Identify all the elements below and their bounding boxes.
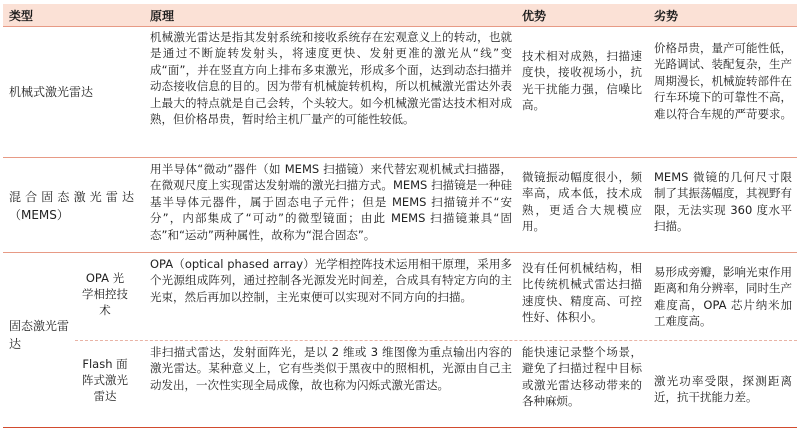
row-flash-disadvantage: 激光功率受限，探测距离近，抗干扰能力差。 bbox=[654, 374, 792, 405]
header-bottom-rule bbox=[3, 26, 797, 27]
row-mechanical-principle: 机械激光雷达是指其发射系统和接收系统存在宏观意义上的转动，也就是通过不断旋转发射头，将速度更快、发射更准的激光从“线”变成“面”，并在竖直方向上排布多束激光，形成多个面，达到动态扫描并动态接收信息的目的。因为带有机械旋转机构，所以机械激光雷达外表上最大的特点就是自己会转，个头较大。如今机械激光雷达技术相对成熟，但价格昂贵，暂时给主机厂量产的可能性较低。 bbox=[150, 30, 512, 127]
row-opa-principle: OPA（optical phased array）光学相控阵技术运用相干原理，采用多个光源组成阵列，通过控制各光源发光时间差，合成具有特定方向的主光束，然后再加以控制，主光束便可以实现对不同方向的扫描。 bbox=[150, 257, 512, 304]
header-type: 类型 bbox=[9, 9, 34, 23]
row-flash-principle: 非扫描式雷达，发射面阵光，是以 2 维或 3 维图像为重点输出内容的激光雷达。某种意义上，它有些类似于黑夜中的照相机，光源由自己主动发出，一次性实现全局成像，故也称为闪烁式激光雷达。 bbox=[150, 345, 512, 392]
row-mechanical-disadvantage: 价格昂贵，量产可能性低，光路调试、装配复杂，生产周期漫长，机械旋转部件在行车环境下的可靠性不高，难以符合车规的严苛要求。 bbox=[654, 41, 792, 121]
header-advantage: 优势 bbox=[522, 9, 547, 23]
row-mems-type: 混合固态激光雷达（MEMS） bbox=[9, 190, 134, 222]
table-bottom-rule bbox=[3, 427, 797, 428]
row3-bottom-rule bbox=[75, 340, 797, 341]
row2-bottom-rule bbox=[3, 252, 797, 253]
row1-bottom-rule bbox=[3, 157, 797, 158]
row-mechanical-advantage: 技术相对成熟，扫描速度快，接收视场小，抗光干扰能力强，信噪比高。 bbox=[522, 49, 642, 113]
table-header bbox=[3, 4, 797, 26]
row-mechanical-type: 机械式激光雷达 bbox=[9, 85, 94, 99]
header-disadvantage: 劣势 bbox=[654, 9, 679, 23]
row-opa-advantage: 没有任何机械结构，相比传统机械式雷达扫描速度快、精度高、可控性好、体积小。 bbox=[522, 261, 642, 325]
header-principle: 原理 bbox=[150, 9, 175, 23]
row-opa-subtype: OPA 光学相控技术 bbox=[82, 271, 128, 317]
row-mems-principle: 用半导体“微动”器件（如 MEMS 扫描镜）来代替宏观机械式扫描器，在微观尺度上实现雷达发射端的激光扫描方式。MEMS 扫描镜是一种硅基半导体元器件，属于固态电子元件；但是 MEMS 扫描镜并不“安分”，内部集成了“可动”的微型镜面；由此 MEMS 扫描镜兼具“固态”和“运动”两种属性，故称为“混合固态”。 bbox=[150, 162, 512, 242]
row-opa-disadvantage: 易形成旁瓣，影响光束作用距离和角分辨率，同时生产难度高，OPA 芯片纳米加工难度高。 bbox=[654, 265, 792, 329]
row-solid-state-type: 固态激光雷达 bbox=[9, 319, 70, 351]
row-mems-disadvantage: MEMS 微镜的几何尺寸限制了其振荡幅度，其视野有限，无法实现 360 度水平扫描。 bbox=[654, 170, 792, 234]
comparison-table bbox=[3, 4, 797, 428]
row-flash-subtype: Flash 面阵式激光雷达 bbox=[82, 357, 128, 403]
row-flash-advantage: 能快速记录整个场景，避免了扫描过程中目标或激光雷达移动带来的各种麻烦。 bbox=[522, 345, 642, 409]
row-mems-advantage: 微镜振动幅度很小，频率高，成本低，技术成熟，更适合大规模应用。 bbox=[522, 170, 642, 234]
